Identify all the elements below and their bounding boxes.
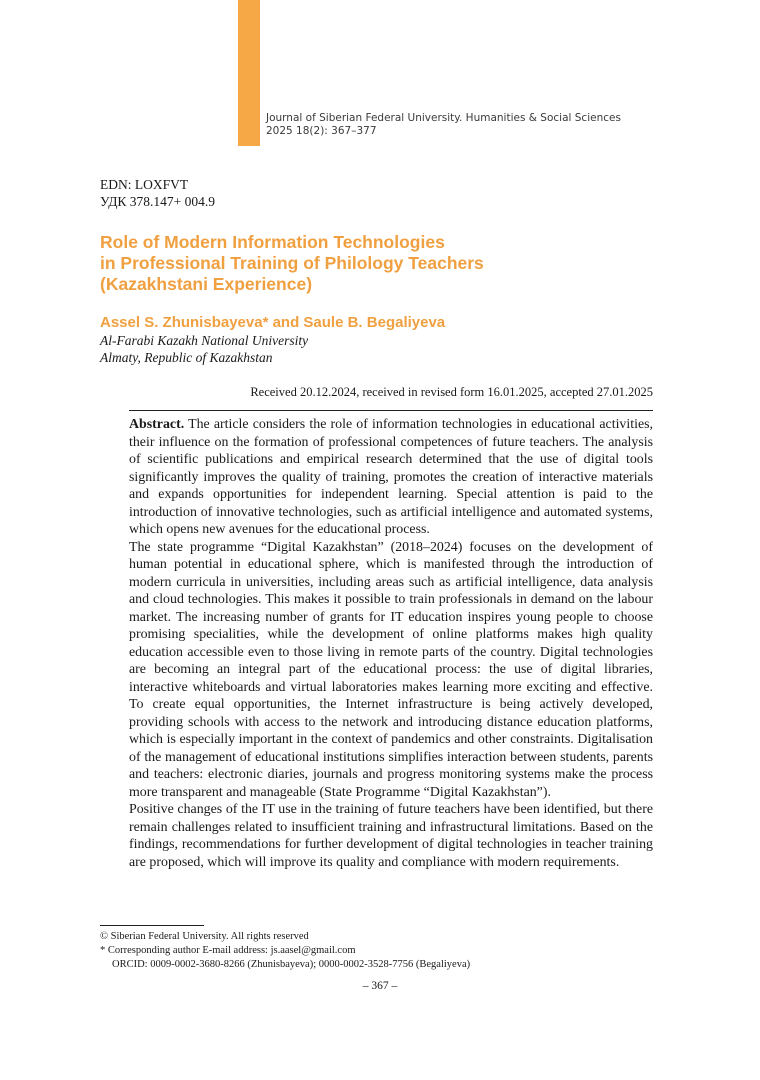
abstract xyxy=(129,416,653,871)
orcid-note: ORCID: 0009-0002-3680-8266 (Zhunisbayeva); 0000-0002-3528-7756 (Begaliyeva) xyxy=(112,959,471,970)
edn-code: EDN: LOXFVT xyxy=(100,177,189,192)
title-line-3: (Kazakhstani Experience) xyxy=(100,274,313,294)
article-identifiers xyxy=(100,176,215,210)
journal-name: Journal of Siberian Federal University. Humanities & Social Sciences xyxy=(266,112,621,124)
abstract-label: Abstract. xyxy=(129,417,185,432)
received-dates: Received 20.12.2024, received in revised form 16.01.2025, accepted 27.01.2025 xyxy=(250,385,653,399)
affiliation-institution: Al-Farabi Kazakh National University xyxy=(100,333,309,348)
title-line-2: in Professional Training of Philology Teachers xyxy=(100,253,484,273)
copyright-note: © Siberian Federal University. All rights reserved xyxy=(100,931,309,942)
abstract-paragraph-2: The state programme “Digital Kazakhstan” (2018–2024) focuses on the development of human potential in educational sphere, which is manifested through the introduction of modern curricula in universities, including areas such as artificial intelligence, data analysis and cloud technologies. This makes it possible to train professionals in demand on the labour market. The increasing number of grants for IT education inspires young people to choose promising specialities, while the development of online platforms makes high quality education accessible even to those living in remote parts of the country. Digital technologies are becoming an integral part of the educational process: the use of digital libraries, interactive whiteboards and virtual laboratories makes learning more exciting and effective. To create equal opportunities, the Internet infrastructure is being actively developed, providing schools with access to the network and introducing distance education platforms, which is especially important in the context of pandemics and other constraints. Digitalisation of the management of educational institutions simplifies interaction between students, parents and teachers: electronic diaries, journals and progress monitoring systems make the process more transparent and manageable (State Programme “Digital Kazakhstan”). xyxy=(129,539,653,800)
page-number: – 367 – xyxy=(362,980,398,992)
udc-code: УДК 378.147+ 004.9 xyxy=(100,194,216,209)
affiliation xyxy=(100,332,308,366)
journal-volume: 2025 18(2): 367–377 xyxy=(266,125,377,137)
abstract-paragraph-3: Positive changes of the IT use in the training of future teachers have been identified, but there remain challenges related to insufficient training and infrastructural limitations. Based on the findings, recommendations for further development of digital technologies in teacher training are proposed, which will improve its quality and compliance with modern requirements. xyxy=(129,802,653,870)
abstract-paragraph-1 xyxy=(129,416,653,539)
footnotes xyxy=(100,930,470,972)
journal-accent-bar xyxy=(238,0,260,146)
corresponding-author-note: * Corresponding author E-mail address: js.aasel@gmail.com xyxy=(100,945,356,956)
article-title xyxy=(100,232,660,295)
affiliation-location: Almaty, Republic of Kazakhstan xyxy=(100,350,273,365)
abstract-divider xyxy=(129,410,653,411)
title-line-1: Role of Modern Information Technologies xyxy=(100,232,445,252)
abstract-text-1: The article considers the role of information technologies in educational activities, their influence on the formation of professional competences of future teachers. The analysis of scientific publications and empirical research determined that the use of digital tools significantly improves the quality of training, promotes the creation of interactive materials and expands opportunities for independent learning. Special attention is paid to the introduction of innovative technologies, such as artificial intelligence and automated systems, which opens new avenues for the educational process. xyxy=(129,417,653,537)
journal-header xyxy=(266,112,621,138)
authors: Assel S. Zhunisbayeva* and Saule B. Begaliyeva xyxy=(100,314,446,331)
footnote-divider xyxy=(100,925,204,926)
